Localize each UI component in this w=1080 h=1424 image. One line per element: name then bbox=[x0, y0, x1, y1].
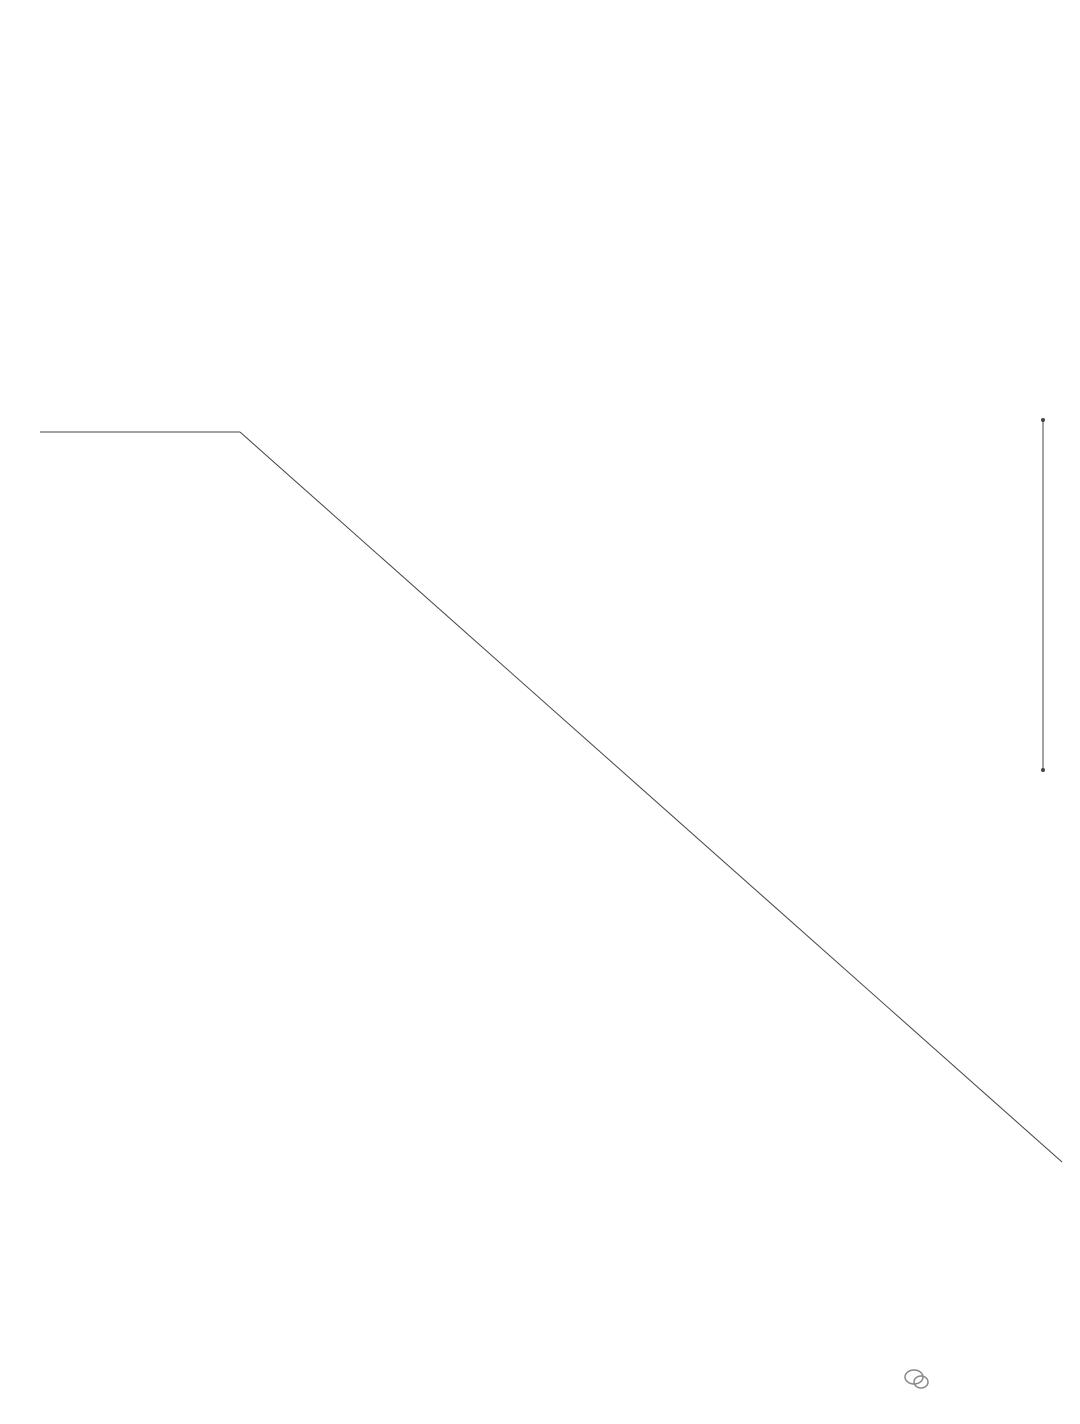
watermark bbox=[904, 1368, 938, 1390]
wechat-icon bbox=[904, 1368, 930, 1390]
